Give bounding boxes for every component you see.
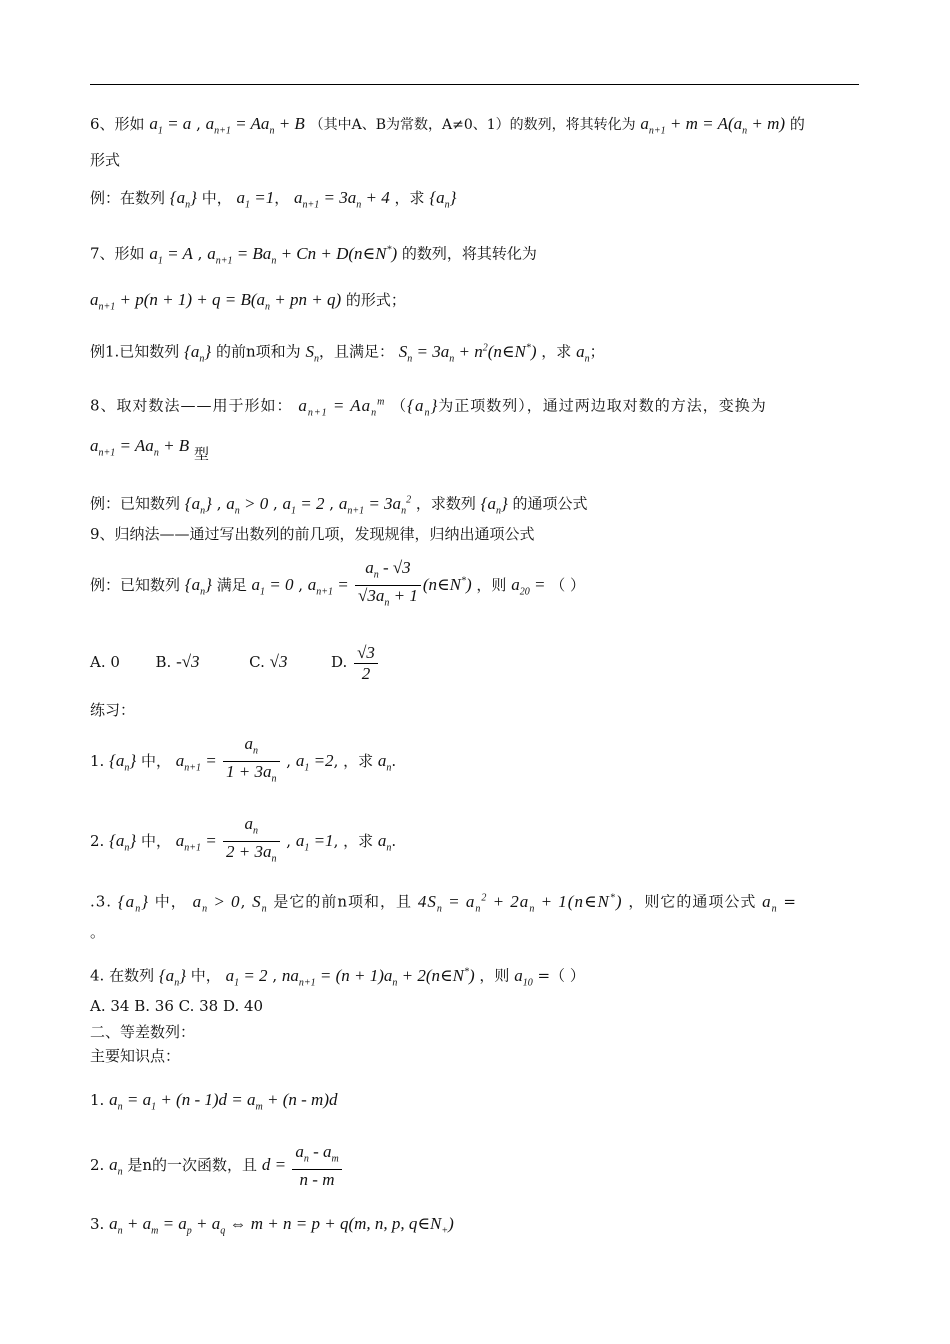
example-7 [90, 338, 605, 369]
method-8-target [90, 436, 209, 463]
formula-seq-an: $\{a_n\}$ [184, 574, 212, 598]
practice-1-zhong: 中， [141, 751, 172, 770]
practice-2: 2. $\{a_n\}$ 中， $a_{n+1}$ = $\frac{a_n}{2 + 3a_n}$ , $a_1 =1$, ，求 $a_n$. [90, 814, 397, 865]
formula-sqrt3-over-2: $\frac{√3}{2}$ [354, 643, 378, 684]
method-7-intro: 7、形如 [90, 244, 145, 263]
formula-a1-eq-1: $a_1 =1$ [295, 830, 334, 854]
practice-4: 4. 在数列 $\{a_n\}$ 中， $a_1 = 2$ , $na_{n+1} = (n + 1)a_n$ + 2(n∈N*) ，则 $a_{10}$ =（ ） [90, 965, 585, 989]
method-8-xing: 型 [193, 445, 209, 463]
formula-seq-an: $\{a_n\}$ [480, 493, 508, 517]
formula-seq-an: $\{a_n\}$ [407, 395, 439, 419]
practice-3-condition: 是它的前n项和，且 [273, 892, 413, 911]
method-6-intro: 6、形如 [90, 115, 145, 133]
practice-1-number: 1. [90, 751, 105, 770]
formula-Sn: $S_n$ [252, 891, 268, 915]
example-7-qiu: ，求 [541, 342, 572, 361]
formula-recurrence-3an4: $a_{n+1} = 3a_n + 4$ [294, 188, 390, 211]
practice-3-equals: = [783, 892, 797, 911]
option-c: C. [249, 653, 265, 671]
method-7-transform [90, 290, 406, 317]
formula-frac-recurrence-1: $a_{n+1}$ = $\frac{a_n}{1 + 3a_n}$ [176, 751, 282, 770]
formula-common-difference: d = $\frac{a_n - a_m}{n - m}$ [262, 1155, 344, 1174]
knowledge-2-number: 2. [90, 1156, 105, 1175]
method-8-intro: 8、取对数法——用于形如： [90, 396, 293, 415]
formula-power-recurrence: $a_{n+1} = Aa_n^m$ [298, 395, 386, 419]
formula-seq-an: $\{a_n\}$ [109, 830, 137, 854]
formula-an: $a_n$ [762, 891, 778, 915]
practice-heading: 练习： [90, 701, 136, 719]
example-9-manzu: 满足 [216, 575, 247, 594]
example-8-intro: 例：已知数列 [90, 494, 181, 513]
knowledge-2-text: 是n的一次函数，且 [127, 1156, 258, 1175]
formula-an: $a_n$ [377, 750, 392, 774]
method-7-xingshi: 的形式； [345, 291, 406, 309]
example-6-comma: ， [274, 189, 290, 207]
formula-4Sn-relation: $4S_n = a_n^2 + 2a_n$ + 1(n∈N*) [417, 891, 623, 915]
formula-seq-an: $\{a_n\}$ [117, 891, 149, 915]
formula-transform-7: $a_{n+1} + p(n + 1) + q = B(a_n$ + pn + q) [90, 290, 342, 313]
method-8-tail: 为正项数列），通过两边取对数的方法，变换为 [438, 396, 767, 415]
formula-an: $a_n$ [377, 830, 392, 854]
formula-a10: $a_{10}$ [514, 965, 533, 989]
formula-neg-sqrt3: -√3 [176, 652, 200, 671]
formula-sqrt3: √3 [269, 652, 288, 671]
practice-3: .3. $\{a_n\}$ 中， $a_n > 0$, $S_n$ 是它的前n项和，且 $4S_n = a_n^2 + 2a_n$ + 1(n∈N*) ，则它的通项公式 $a_n$ = [90, 891, 797, 915]
formula-seq-an: $\{a_n\}$ [184, 493, 212, 517]
practice-3-number: .3. [90, 892, 113, 911]
example-6 [90, 188, 456, 215]
formula-Sn-relation: $S_n = 3a_n$ + $n^2(n\in N^*)$ [398, 341, 537, 365]
formula-square-recurrence: $a_{n+1} = 3a_n^2$ [338, 493, 412, 517]
method-8-line [90, 392, 767, 423]
practice-1: 1. $\{a_n\}$ 中， $a_{n+1}$ = $\frac{a_n}{1 + 3a_n}$ , $a_1 =2$, ，求 $a_n$. [90, 734, 397, 785]
method-9-line: 9、归纳法——通过写出数列的前几项，发现规律，归纳出通项公式 [90, 525, 535, 543]
knowledge-3-number: 3. [90, 1215, 105, 1233]
example-7-condition: ，且满足： [318, 342, 394, 361]
practice-2-number: 2. [90, 831, 105, 850]
formula-seq-an: $\{a_n\}$ [158, 965, 186, 989]
option-b: B. [155, 653, 172, 671]
practice-4-blank: =（ ） [537, 966, 585, 985]
knowledge-1 [90, 1080, 337, 1127]
example-7-sum-text: 的前n项和为 [216, 342, 301, 361]
example-9: 例：已知数列 $\{a_n\}$ 满足 $a_1 = 0$ , $a_{n+1}$ = $\frac{a_n - √3}{√3a_n + 1}$ (n∈N*) ，则 $a_{20}$ = （ ） [90, 558, 585, 609]
formula-n-recurrence: $na_{n+1} = (n + 1)a_n$ + 2(n∈N*) [281, 965, 475, 989]
practice-4-ze: ，则 [479, 966, 510, 985]
formula-sqrt-recurrence: $a_{n+1}$ = $\frac{a_n - √3}{√3a_n + 1}$ (n∈N*) [307, 558, 472, 609]
knowledge-1-number: 1. [90, 1091, 105, 1109]
knowledge-3 [90, 1204, 454, 1251]
example-9-blank: （ ） [550, 575, 585, 594]
formula-transform-6: $a_{n+1} + m = A(a_n + m)$ [640, 114, 786, 137]
example-9-intro: 例：已知数列 [90, 575, 181, 594]
formula-a1-eq-a: $a_1 = a$ [149, 114, 192, 137]
method-8-paren: （ [391, 396, 408, 415]
practice-3-tail: ，则它的通项公式 [628, 892, 757, 911]
example-7-end: ； [589, 342, 605, 361]
formula-an: $a_n$ [576, 341, 590, 365]
formula-a1-eq-2: $a_1 = 2$ [225, 965, 268, 989]
example-9-options [90, 640, 380, 684]
example-7-intro: 例1.已知数列 [90, 342, 180, 361]
formula-seq-an: $\{a_n\}$ [109, 750, 137, 774]
formula-recurrence-BCD: $a_{n+1} = Ba_n + Cn$ + D(n∈N*) [207, 243, 398, 267]
knowledge-2 [90, 1142, 344, 1195]
example-6-qiu: ，求 [394, 189, 425, 207]
practice-2-zhong: 中， [141, 831, 172, 850]
example-6-intro: 例：在数列 [90, 189, 166, 207]
formula-frac-recurrence-2: $a_{n+1}$ = $\frac{a_n}{2 + 3a_n}$ [176, 831, 282, 850]
method-6-de: 的 [789, 115, 805, 133]
example-9-ze: ，则 [476, 575, 507, 594]
practice-1-qiu: ，求 [343, 751, 374, 770]
formula-a1-eq-2: $a_1 = 2$ [282, 493, 325, 517]
option-d: D. [331, 653, 348, 671]
method-7-tail: 的数列，将其转化为 [401, 244, 537, 263]
practice-3-zhong: 中， [154, 892, 187, 911]
example-8-tail: 的通项公式 [512, 494, 588, 513]
formula-a1-eq-2: $a_1 =2$ [295, 750, 334, 774]
header-rule [90, 84, 859, 85]
formula-recurrence-AB: $a_{n+1} = Aa_n + B$ [90, 436, 190, 459]
formula-seq-an: $\{a_n\}$ [429, 188, 457, 211]
formula-a20: $a_{20}$ = [511, 574, 546, 598]
option-a: A. 0 [90, 653, 120, 671]
method-6-condition: （其中A、B为常数，A≠0、1）的数列，将其转化为 [309, 117, 636, 133]
knowledge-heading: 主要知识点： [90, 1047, 181, 1065]
practice-4-zhong: 中， [190, 966, 221, 985]
formula-an: $a_n$ [109, 1155, 123, 1178]
formula-a1-eq-A: $a_1 = A$ [149, 243, 193, 267]
example-8-qiu: ，求数列 [415, 494, 476, 513]
formula-a1-eq-1: $a_1 =1$ [236, 188, 275, 211]
example-6-zhong: 中， [201, 189, 232, 207]
formula-arith-general: $a_n = a_1 + (n - 1)d = a_m + (n - m)d$ [109, 1090, 338, 1113]
method-6-line: 6、形如 $a_1 = a$ , $a_{n+1} = Aa_n + B$ （其中A、B为常数，A≠0、1）的数列，将其转化为 $a_{n+1} + m = A(a_n + m)$ 的 [90, 114, 805, 137]
formula-seq-an: $\{a_n\}$ [169, 188, 197, 211]
formula-a1-eq-0: $a_1 = 0$ [251, 574, 294, 598]
method-6-xingshi: 形式 [90, 151, 121, 169]
example-8: 例：已知数列 $\{a_n\}$ , $a_n > 0$ , $a_1 = 2$ , $a_{n+1} = 3a_n^2$ ，求数列 $\{a_n\}$ 的通项公式 [90, 493, 588, 517]
practice-4-options: A. 34 B. 36 C. 38 D. 40 [90, 997, 264, 1015]
formula-an-positive: $a_n > 0$ [226, 493, 269, 517]
formula-seq-an: $\{a_n\}$ [184, 341, 212, 365]
formula-Sn: $S_n$ [305, 341, 319, 365]
formula-an-positive: $a_n > 0$ [192, 891, 241, 915]
practice-4-intro: 4. 在数列 [90, 966, 155, 985]
section-2-heading: 二、等差数列： [90, 1023, 196, 1041]
method-7-line: 7、形如 $a_1 = A$ , $a_{n+1} = Ba_n + Cn$ + D(n∈N*) 的数列，将其转化为 [90, 243, 537, 267]
formula-recurrence-AB: $a_{n+1} = Aa_n + B$ [205, 114, 305, 137]
practice-2-qiu: ，求 [343, 831, 374, 850]
practice-3-end: 。 [90, 923, 106, 941]
formula-index-property: $a_n + a_m = a_p + a_q$ ⇔ m + n = p + q(m, n, p, $q\in N_+$) [109, 1214, 454, 1237]
